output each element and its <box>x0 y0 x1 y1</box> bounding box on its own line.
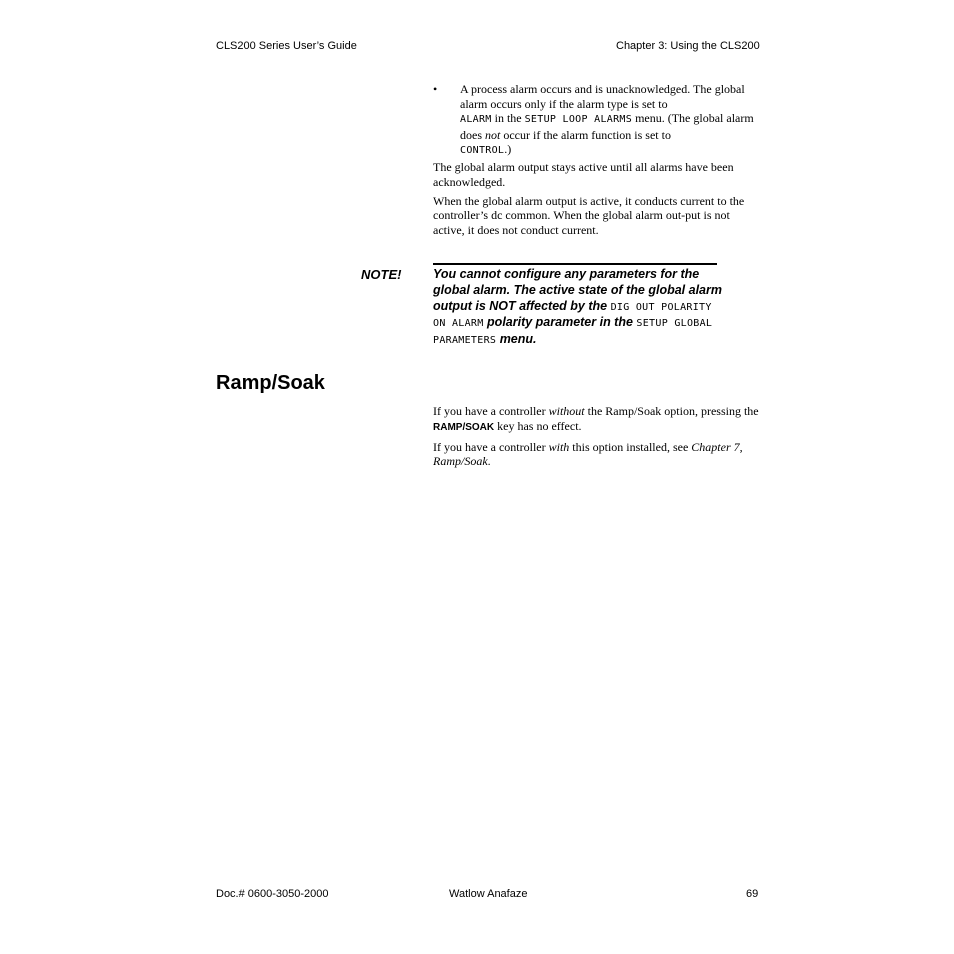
dig-out-polarity-parameter: DIG OUT POLARITY ON ALARM <box>433 301 712 330</box>
note-label: NOTE! <box>361 267 402 282</box>
chapter-reference: Chapter 7, Ramp/Soak <box>433 439 743 469</box>
paragraph-alarm-active: The global alarm output stays active until all alarms have been acknowledged. <box>433 160 734 189</box>
footer-company: Watlow Anafaze <box>449 888 528 900</box>
header-left: CLS200 Series User’s Guide <box>216 40 357 52</box>
bullet-text-5: .) <box>504 142 512 156</box>
alarm-bullet-item <box>433 82 759 159</box>
bullet-text <box>460 82 759 159</box>
bullet-symbol: • <box>433 82 438 96</box>
setup-loop-alarms-menu: SETUP LOOP ALARMS <box>524 114 633 125</box>
bullet-text-4: occur if the alarm function is set to <box>500 127 671 142</box>
setup-global-parameters-menu: SETUP GLOBAL PARAMETERS <box>433 318 713 347</box>
emphasis-without: without <box>548 404 585 418</box>
bullet-text-3: menu. (The global alarm does <box>460 111 754 142</box>
alarm-type-value: ALARM <box>460 114 492 125</box>
note-text <box>433 267 723 349</box>
note-text-3: menu. <box>496 332 537 347</box>
paragraph-with-option: If you have a controller with this option installed, see Chapter 7, Ramp/Soak. <box>433 439 743 469</box>
ramp-soak-paragraphs <box>433 404 759 473</box>
note-text-1: You cannot configure any parameters for the global alarm. The active state of the global alarm output is NOT affected by the <box>433 267 722 313</box>
paragraph-alarm-output: When the global alarm output is active, it conducts current to the controller’s dc common. When the global alarm out-put is not active, it does not conduct current. <box>433 193 745 237</box>
bullet-text-1: A process alarm occurs and is unacknowledged. The global alarm occurs only if the alarm type is set to <box>460 82 745 111</box>
page-number: 69 <box>746 888 759 900</box>
bullet-text-2: in the <box>491 111 525 125</box>
paragraph-without-option: If you have a controller without the Ramp/Soak option, pressing the RAMP/SOAK key has no effect. <box>433 404 759 433</box>
footer-doc-number: Doc.# 0600-3050-2000 <box>216 888 329 900</box>
emphasis-not: not <box>485 127 501 142</box>
note-text-2: polarity parameter in the <box>483 315 637 330</box>
note-rule <box>433 263 717 265</box>
emphasis-with: with <box>548 439 570 454</box>
section-title: Ramp/Soak <box>216 372 325 394</box>
control-value: CONTROL <box>460 145 505 156</box>
ramp-soak-key: RAMP/SOAK <box>433 421 495 433</box>
header-right: Chapter 3: Using the CLS200 <box>616 40 760 52</box>
global-alarm-paragraphs <box>433 160 759 242</box>
